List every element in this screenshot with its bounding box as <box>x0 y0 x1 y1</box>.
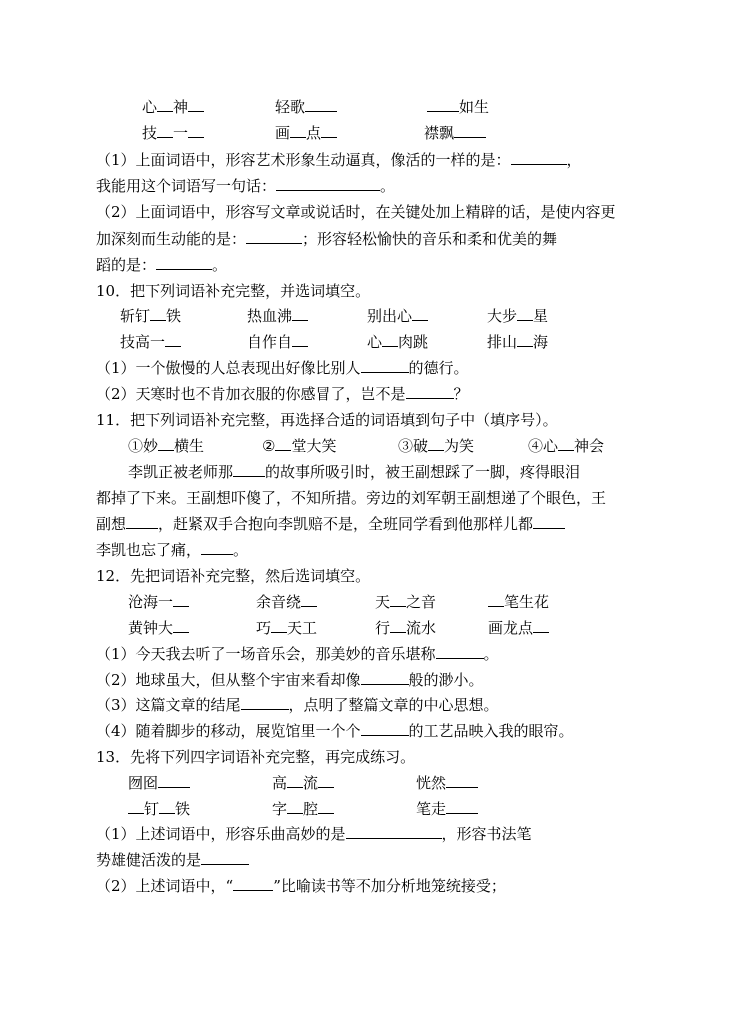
text-segment: 恍然 <box>416 774 447 792</box>
answer-blank[interactable] <box>446 798 478 814</box>
answer-blank[interactable] <box>517 305 533 321</box>
text-segment: 加深刻而生动能的是： <box>96 230 247 248</box>
text-segment: 如生 <box>459 98 490 116</box>
text-segment: 副想 <box>96 515 127 533</box>
answer-blank[interactable] <box>233 875 273 891</box>
word-item <box>142 122 204 144</box>
text-segment: ，点明了整篇文章的中心思想。 <box>288 696 499 714</box>
text-segment: （1）今天我去听了一场音乐会，那美妙的音乐堪称 <box>96 645 436 663</box>
text-segment: 余音绕 <box>256 593 302 611</box>
answer-blank[interactable] <box>173 617 189 633</box>
answer-blank[interactable] <box>361 720 409 736</box>
text-segment: （2）天寒时也不肯加衣服的你感冒了，岂不是 <box>96 385 406 403</box>
text-segment: 之音 <box>406 593 437 611</box>
question-heading <box>96 409 558 431</box>
text-segment: 铁 <box>166 307 182 325</box>
word-item <box>247 331 308 353</box>
text-segment: 别出心 <box>367 307 413 325</box>
text-segment: 神会 <box>574 437 605 455</box>
text-segment: 横生 <box>174 437 205 455</box>
text-segment: ？ <box>453 385 469 403</box>
answer-blank[interactable] <box>173 591 189 607</box>
text-segment: 流水 <box>406 619 437 637</box>
answer-blank[interactable] <box>276 175 380 191</box>
answer-blank[interactable] <box>165 331 181 347</box>
answer-blank[interactable] <box>390 617 406 633</box>
answer-blank[interactable] <box>406 383 454 399</box>
answer-blank[interactable] <box>301 591 317 607</box>
word-item <box>488 617 549 639</box>
question-text <box>96 383 469 405</box>
text-segment: 势雄健活泼的是 <box>96 851 202 869</box>
text-segment: 腔 <box>303 800 319 818</box>
question-text <box>96 254 227 276</box>
text-segment: 李凯也忘了痛， <box>96 541 202 559</box>
text-segment: 巧 <box>256 619 272 637</box>
question-heading <box>96 280 370 302</box>
question-text <box>96 643 499 665</box>
word-item <box>427 96 489 118</box>
word-item <box>120 331 181 353</box>
text-segment: 天 <box>375 593 391 611</box>
text-segment: （1）一个傲慢的人总表现出好像比别人 <box>96 359 361 377</box>
answer-blank[interactable] <box>517 331 533 347</box>
answer-blank[interactable] <box>412 305 428 321</box>
text-segment: （2）上述词语中，“ <box>96 877 234 895</box>
text-segment: 自作自 <box>247 333 293 351</box>
text-segment: 10．把下列词语补充完整，并选词填空。 <box>96 282 371 300</box>
text-segment: 李凯正被老师那 <box>128 463 234 481</box>
text-segment: ② <box>262 437 276 455</box>
answer-blank[interactable] <box>201 539 233 555</box>
paragraph-text <box>128 461 580 483</box>
word-item <box>487 331 548 353</box>
question-text <box>96 201 616 223</box>
answer-blank[interactable] <box>126 513 158 529</box>
text-segment: 。 <box>483 645 499 663</box>
answer-blank[interactable] <box>158 435 174 451</box>
word-item <box>128 772 190 794</box>
question-text <box>96 694 499 716</box>
text-segment: 技高一 <box>120 333 166 351</box>
paragraph-text <box>96 487 606 509</box>
answer-blank[interactable] <box>533 617 549 633</box>
question-text <box>96 669 484 691</box>
text-segment: 的故事所吸引时，被王副想踩了一脚，疼得眼泪 <box>265 463 581 481</box>
word-item <box>275 96 337 118</box>
paragraph-text <box>96 539 248 561</box>
answer-blank[interactable] <box>188 122 204 138</box>
text-segment: 高 <box>272 774 288 792</box>
word-item <box>487 305 548 327</box>
answer-blank[interactable] <box>390 591 406 607</box>
word-item <box>128 435 204 457</box>
text-segment: 。 <box>380 177 396 195</box>
text-segment: 的工艺品映入我的眼帘。 <box>408 722 574 740</box>
answer-blank[interactable] <box>428 435 444 451</box>
answer-blank[interactable] <box>361 357 409 373</box>
question-text <box>96 849 249 871</box>
text-segment: 。 <box>233 541 249 559</box>
answer-blank[interactable] <box>128 798 144 814</box>
text-segment: 画龙点 <box>488 619 534 637</box>
answer-blank[interactable] <box>287 772 303 788</box>
text-segment: （3）这篇文章的结尾 <box>96 696 241 714</box>
text-segment: 心 <box>367 333 383 351</box>
answer-blank[interactable] <box>201 849 249 865</box>
answer-blank[interactable] <box>346 823 442 839</box>
word-item <box>488 591 549 613</box>
text-segment: 轻歌 <box>275 98 306 116</box>
text-segment: 画 <box>275 124 291 142</box>
text-segment: 笔走 <box>416 800 447 818</box>
text-segment: ， <box>566 151 582 169</box>
text-segment: ①妙 <box>128 437 159 455</box>
text-segment: 技 <box>142 124 158 142</box>
answer-blank[interactable] <box>159 798 175 814</box>
text-segment: 13．先将下列四字词语补充完整，再完成练习。 <box>96 748 416 766</box>
answer-blank[interactable] <box>318 798 334 814</box>
question-text <box>96 875 506 897</box>
text-segment: 笔生花 <box>504 593 550 611</box>
question-text <box>96 175 395 197</box>
answer-blank[interactable] <box>382 331 398 347</box>
answer-blank[interactable] <box>157 122 173 138</box>
word-item <box>272 772 334 794</box>
text-segment: ”比喻读书等不加分析地笼统接受； <box>273 877 506 895</box>
answer-blank[interactable] <box>292 305 308 321</box>
question-text <box>96 228 557 250</box>
word-item <box>142 96 204 118</box>
answer-blank[interactable] <box>321 122 337 138</box>
text-segment: 钉 <box>144 800 160 818</box>
paragraph-text <box>96 513 565 535</box>
question-text <box>96 720 574 742</box>
text-segment: 点 <box>306 124 322 142</box>
text-segment: （1）上面词语中，形容艺术形象生动逼真，像活的一样的是： <box>96 151 511 169</box>
text-segment: 的德行。 <box>408 359 469 377</box>
text-segment: 天工 <box>287 619 318 637</box>
answer-blank[interactable] <box>446 772 478 788</box>
answer-blank[interactable] <box>290 122 306 138</box>
text-segment: 星 <box>533 307 549 325</box>
text-segment: 我能用这个词语写一句话： <box>96 177 277 195</box>
text-segment: 襟飘 <box>424 124 455 142</box>
answer-blank[interactable] <box>158 772 190 788</box>
answer-blank[interactable] <box>361 669 409 685</box>
word-item <box>367 331 428 353</box>
word-item <box>398 435 474 457</box>
text-segment: 斩钉 <box>120 307 151 325</box>
question-text <box>96 823 532 845</box>
text-segment: 神 <box>173 98 189 116</box>
word-item <box>128 798 190 820</box>
text-segment: 都掉了下来。王副想吓傻了，不知所措。旁边的刘军朝王副想递了个眼色，王 <box>96 489 607 507</box>
word-item <box>275 122 337 144</box>
text-segment: 沧海一 <box>128 593 174 611</box>
answer-blank[interactable] <box>233 461 265 477</box>
text-segment: （2）上面词语中，形容写文章或说话时，在关键处加上精辟的话，是使内容更 <box>96 203 616 221</box>
text-segment: 排山 <box>487 333 518 351</box>
word-item <box>528 435 604 457</box>
word-item <box>367 305 428 327</box>
text-segment: 蹈的是： <box>96 256 157 274</box>
word-item <box>416 798 478 820</box>
text-segment: 字 <box>272 800 288 818</box>
word-item <box>120 305 181 327</box>
answer-blank[interactable] <box>287 798 303 814</box>
answer-blank[interactable] <box>454 122 486 138</box>
text-segment: 黄钟大 <box>128 619 174 637</box>
answer-blank[interactable] <box>292 331 308 347</box>
text-segment: 般的渺小。 <box>408 671 484 689</box>
answer-blank[interactable] <box>246 228 302 244</box>
answer-blank[interactable] <box>188 96 204 112</box>
answer-blank[interactable] <box>150 305 166 321</box>
text-segment: 行 <box>375 619 391 637</box>
text-segment: （2）地球虽大，但从整个宇宙来看却像 <box>96 671 361 689</box>
answer-blank[interactable] <box>271 617 287 633</box>
text-segment: ④心 <box>528 437 559 455</box>
answer-blank[interactable] <box>241 694 289 710</box>
text-segment: 流 <box>303 774 319 792</box>
question-text <box>96 357 469 379</box>
word-item <box>375 617 436 639</box>
text-segment: （4）随着脚步的移动，展览馆里一个个 <box>96 722 361 740</box>
word-item <box>272 798 334 820</box>
answer-blank[interactable] <box>533 513 565 529</box>
text-segment: ；形容轻松愉快的音乐和柔和优美的舞 <box>302 230 558 248</box>
answer-blank[interactable] <box>511 149 567 165</box>
answer-blank[interactable] <box>427 96 459 112</box>
text-segment: ③破 <box>398 437 429 455</box>
text-segment: 11．把下列词语补充完整，再选择合适的词语填到句子中（填序号）。 <box>96 411 558 429</box>
word-item <box>128 591 189 613</box>
word-item <box>256 591 317 613</box>
word-item <box>256 617 317 639</box>
text-segment: 囫囵 <box>128 774 159 792</box>
text-segment: 。 <box>212 256 228 274</box>
answer-blank[interactable] <box>157 96 173 112</box>
question-text <box>96 149 582 171</box>
answer-blank[interactable] <box>436 643 484 659</box>
text-segment: 12．先把词语补充完整，然后选词填空。 <box>96 567 371 585</box>
text-segment: 肉跳 <box>398 333 429 351</box>
text-segment: （1）上述词语中，形容乐曲高妙的是 <box>96 825 346 843</box>
word-item <box>424 122 486 144</box>
text-segment: ，赶紧双手合抱向李凯赔不是，全班同学看到他那样儿都 <box>158 515 534 533</box>
text-segment: 为笑 <box>444 437 475 455</box>
text-segment: 堂大笑 <box>291 437 337 455</box>
answer-blank[interactable] <box>488 591 504 607</box>
text-segment: ，形容书法笔 <box>441 825 532 843</box>
text-segment: 海 <box>533 333 549 351</box>
question-heading <box>96 746 415 768</box>
text-segment: 铁 <box>175 800 191 818</box>
word-item <box>416 772 478 794</box>
question-heading <box>96 565 370 587</box>
text-segment: 大步 <box>487 307 518 325</box>
answer-blank[interactable] <box>156 254 212 270</box>
answer-blank[interactable] <box>305 96 337 112</box>
word-item <box>375 591 436 613</box>
text-segment: 热血沸 <box>247 307 293 325</box>
word-item <box>247 305 308 327</box>
text-segment: 一 <box>173 124 189 142</box>
answer-blank[interactable] <box>318 772 334 788</box>
answer-blank[interactable] <box>275 435 291 451</box>
word-item <box>128 617 189 639</box>
word-item <box>262 435 336 457</box>
answer-blank[interactable] <box>558 435 574 451</box>
text-segment: 心 <box>142 98 158 116</box>
